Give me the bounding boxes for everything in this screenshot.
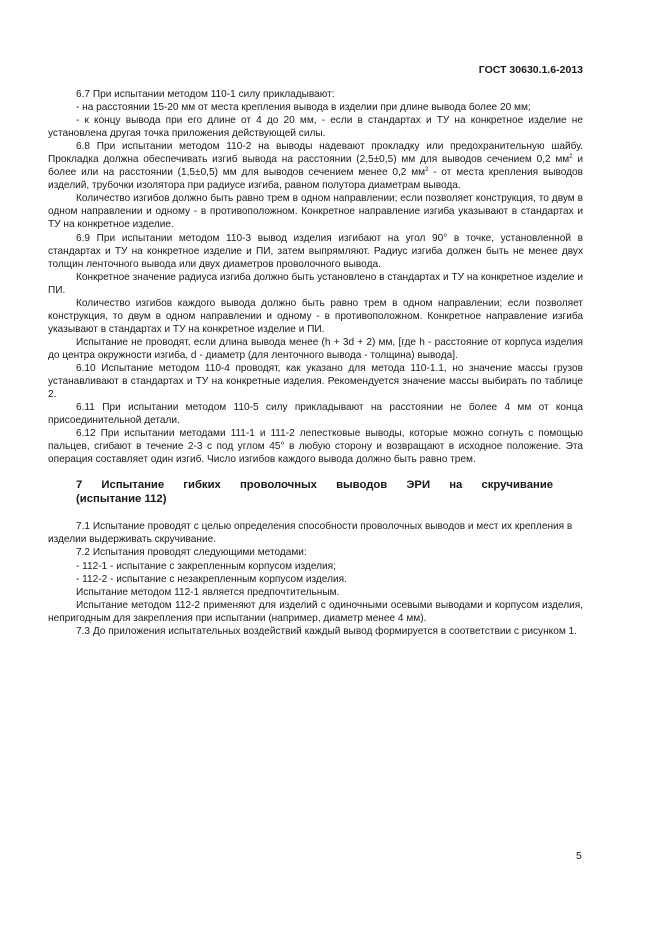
paragraph-6-12: 6.12 При испытании методами 111-1 и 111-2 лепестковые выводы, которые можно согнуть с помощью пальцев, сгибают в течение 2-3 с под углом 45° в любую сторону и возвращают в исходное положение. Эта операция составляет один изгиб. Число изгибов каждого вывода должно быть равно трем. bbox=[48, 428, 583, 466]
paragraph: Конкретное значение радиуса изгиба должно быть установлено в стандартах и ТУ на конкретное изделие и ПИ. bbox=[48, 271, 583, 296]
paragraph-7-3: 7.3 До приложения испытательных воздействий каждый вывод формируется в соответствии с рисунком 1. bbox=[76, 625, 577, 637]
paragraph-7-2: 7.2 Испытания проводят следующими методами: bbox=[76, 547, 307, 559]
paragraph-7-1: 7.1 Испытание проводят с целью определения способности проволочных выводов и мест их крепления в изделии выдерживать скручивание. bbox=[48, 521, 573, 546]
list-item: - к концу вывода при его длине от 4 до 20 мм, - если в стандартах и ТУ на конкретное изделие не установлена другая точка приложения действующей силы. bbox=[48, 115, 583, 140]
paragraph: Испытание методом 112-1 является предпочтительным. bbox=[76, 586, 340, 598]
document-header: ГОСТ 30630.1.6-2013 bbox=[478, 64, 583, 76]
paragraph-6-9: 6.9 При испытании методом 110-3 вывод изделия изгибают на угол 90° в точке, установленной в стандартах и ТУ на конкретное изделие и ПИ, затем выпрямляют. Радиус изгиба должен быть не менее двух толщин ленточного вывода или двух диаметров проволочного вывода. bbox=[48, 232, 583, 270]
superscript: 2 bbox=[425, 167, 429, 174]
text-run: - от места крепления выводов изделий, трубочки изолятора при радиусе изгиба, равном полутора диаметрам вывода. bbox=[48, 167, 583, 192]
list-item: - 112-1 - испытание с закрепленным корпусом изделия; bbox=[76, 560, 336, 572]
page-body bbox=[48, 88, 583, 638]
page-number: 5 bbox=[576, 850, 582, 862]
section-title-line: 7 Испытание гибких проволочных выводов ЭРИ на скручивание bbox=[76, 479, 554, 492]
paragraph: Испытание не проводят, если длина вывода менее (h + 3d + 2) мм, [где h - расстояние от корпуса изделия до центра окружности изгиба, d - диаметр (для ленточного вывода - толщина) вывода]. bbox=[48, 336, 583, 361]
superscript: 2 bbox=[569, 154, 573, 161]
paragraph: Количество изгибов должно быть равно трем в одном направлении; если позволяет конструкция, то двум в одном направлении и одному - в противоположном. Конкретное направление изгиба указывают в стандартах и ТУ на конкретное изделие. bbox=[48, 193, 583, 231]
paragraph: Количество изгибов каждого вывода должно быть равно трем в одном направлении; если позволяет конструкция, то двум в одном направлении и одному - в противоположном. Конкретное направление изгиба указывают в стандартах и ТУ на конкретное изделие и ПИ. bbox=[48, 297, 583, 335]
paragraph-6-7: 6.7 При испытании методом 110-1 силу прикладывают: bbox=[76, 89, 335, 100]
paragraph-6-8 bbox=[48, 140, 583, 192]
paragraph-6-11: 6.11 При испытании методом 110-5 силу прикладывают на расстоянии не более 4 мм от конца присоединительной детали. bbox=[48, 402, 583, 427]
list-item: - 112-2 - испытание с незакрепленным корпусом изделия. bbox=[76, 573, 347, 585]
text-run: 6.8 При испытании методом 110-2 на выводы надевают прокладку или предохранительную шайбу. Прокладка должна обеспечивать изгиб вывода на расстоянии (2,5±0,5) мм для выводов сечением 0,2 мм bbox=[48, 141, 583, 166]
section-title-line: (испытание 112) bbox=[76, 493, 167, 506]
paragraph-6-10: 6.10 Испытание методом 110-4 проводят, как указано для метода 110-1.1, но значение массы грузов устанавливают в стандартах и ТУ на конкретные изделия. Рекомендуется значение массы выбирать по таблице 2. bbox=[48, 362, 583, 401]
paragraph: Испытание методом 112-2 применяют для изделий с одиночными осевыми выводами и корпусом изделия, непригодным для закрепления при испытании (например, диаметр менее 4 мм). bbox=[48, 599, 583, 624]
list-item: - на расстоянии 15-20 мм от места крепления вывода в изделии при длине вывода более 20 мм; bbox=[76, 102, 531, 114]
section-7-title bbox=[48, 478, 583, 506]
text-run: и более или на расстоянии (1,5±0,5) мм для выводов сечением менее 0,2 мм bbox=[48, 154, 583, 179]
